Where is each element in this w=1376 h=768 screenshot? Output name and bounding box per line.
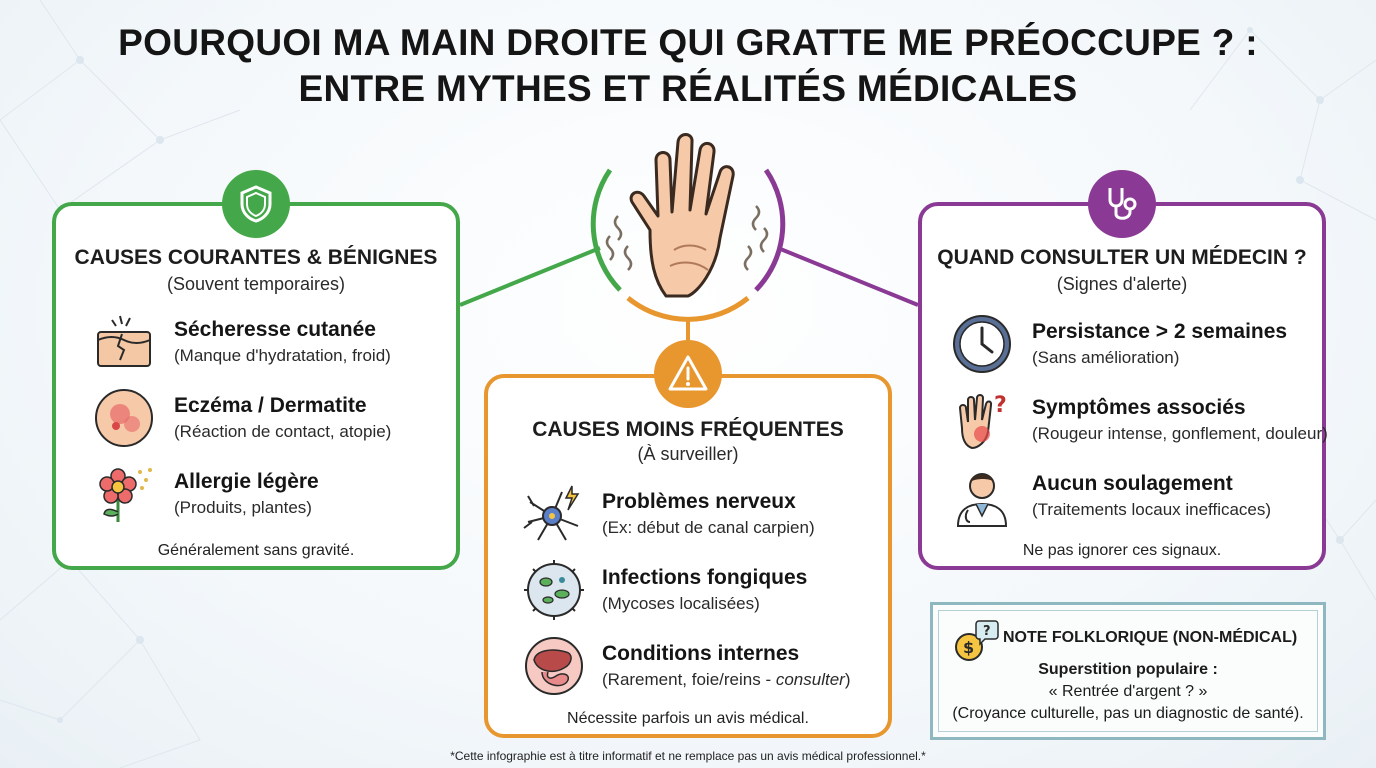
note-line-1: Superstition populaire : [1038,661,1218,678]
consult-badge [1088,170,1156,238]
list-item [488,558,888,622]
note-line-2: « Rentrée d'argent ? » [1048,683,1208,700]
benign-heading: CAUSES COURANTES & BÉNIGNES [74,246,438,269]
hand-illustration [588,120,788,320]
item-desc: (Ex: début de canal carpien) [602,518,815,537]
rare-badge [654,340,722,408]
benign-badge [222,170,290,238]
hand-question-icon [950,388,1014,452]
flower-pollen-icon [92,462,156,526]
list-item [922,464,1322,528]
folklore-note [930,602,1326,740]
rare-subheading: (À surveiller) [637,444,739,464]
consult-footer: Ne pas ignorer ces signaux. [1022,542,1222,559]
stethoscope-icon [1100,182,1144,226]
clock-icon [950,312,1014,376]
list-item [488,482,888,546]
list-item [488,634,888,698]
rare-heading: CAUSES MOINS FRÉQUENTES [532,418,844,441]
item-desc: (Rarement, foie/reins - consulter) [602,670,851,689]
fungus-icon [522,558,586,622]
consult-heading: QUAND CONSULTER UN MÉDECIN ? [937,246,1307,269]
benign-footer: Généralement sans gravité. [157,542,355,559]
item-desc: (Manque d'hydratation, froid) [174,346,391,365]
coin-question-icon [953,617,999,663]
item-desc: (Produits, plantes) [174,498,312,517]
item-desc: (Traitements locaux inefficaces) [1032,500,1272,519]
note-line-3: (Croyance culturelle, pas un diagnostic de santé). [952,705,1304,722]
item-desc: (Sans amélioration) [1032,348,1180,367]
eczema-icon [92,386,156,450]
list-item [922,312,1322,376]
warning-icon [666,352,710,396]
svg-text:?: ? [994,393,1007,418]
item-title: Aucun soulagement [1032,472,1233,495]
list-item [56,310,456,374]
item-title: Allergie légère [174,470,319,493]
item-title: Symptômes associés [1032,396,1246,419]
benign-subheading: (Souvent temporaires) [166,274,346,294]
neuron-icon [522,482,586,546]
dry-skin-icon [92,310,156,374]
item-title: Problèmes nerveux [602,490,796,513]
note-title: NOTE FOLKLORIQUE (NON-MÉDICAL) [1003,629,1298,646]
disclaimer: *Cette infographie est à titre informatif et ne remplace pas un avis médical professionnel.* [450,749,926,763]
item-title: Sécheresse cutanée [174,318,376,341]
doctor-icon [950,464,1014,528]
item-title: Conditions internes [602,642,800,665]
svg-text:?: ? [983,624,991,639]
liver-icon [522,634,586,698]
item-title: Eczéma / Dermatite [174,394,367,417]
consult-subheading: (Signes d'alerte) [1056,274,1188,294]
item-desc: (Réaction de contact, atopie) [174,422,392,441]
page-title-line2: ENTRE MYTHES ET RÉALITÉS MÉDICALES [298,68,1078,109]
rare-causes-card [484,374,892,738]
shield-icon [236,184,276,224]
item-title: Persistance > 2 semaines [1032,320,1288,343]
svg-text:$: $ [963,638,975,657]
rare-footer: Nécessite parfois un avis médical. [567,710,809,727]
list-item [56,386,456,450]
benign-causes-card [52,202,460,570]
page-title-line1: POURQUOI MA MAIN DROITE QUI GRATTE ME PRÉOCCUPE ? : [118,22,1258,63]
hand-icon [588,120,788,320]
list-item [922,388,1328,452]
item-title: Infections fongiques [602,566,808,589]
item-desc: (Mycoses localisées) [602,594,760,613]
list-item [56,462,456,526]
consult-doctor-card [918,202,1326,570]
item-desc: (Rougeur intense, gonflement, douleur) [1032,424,1328,443]
